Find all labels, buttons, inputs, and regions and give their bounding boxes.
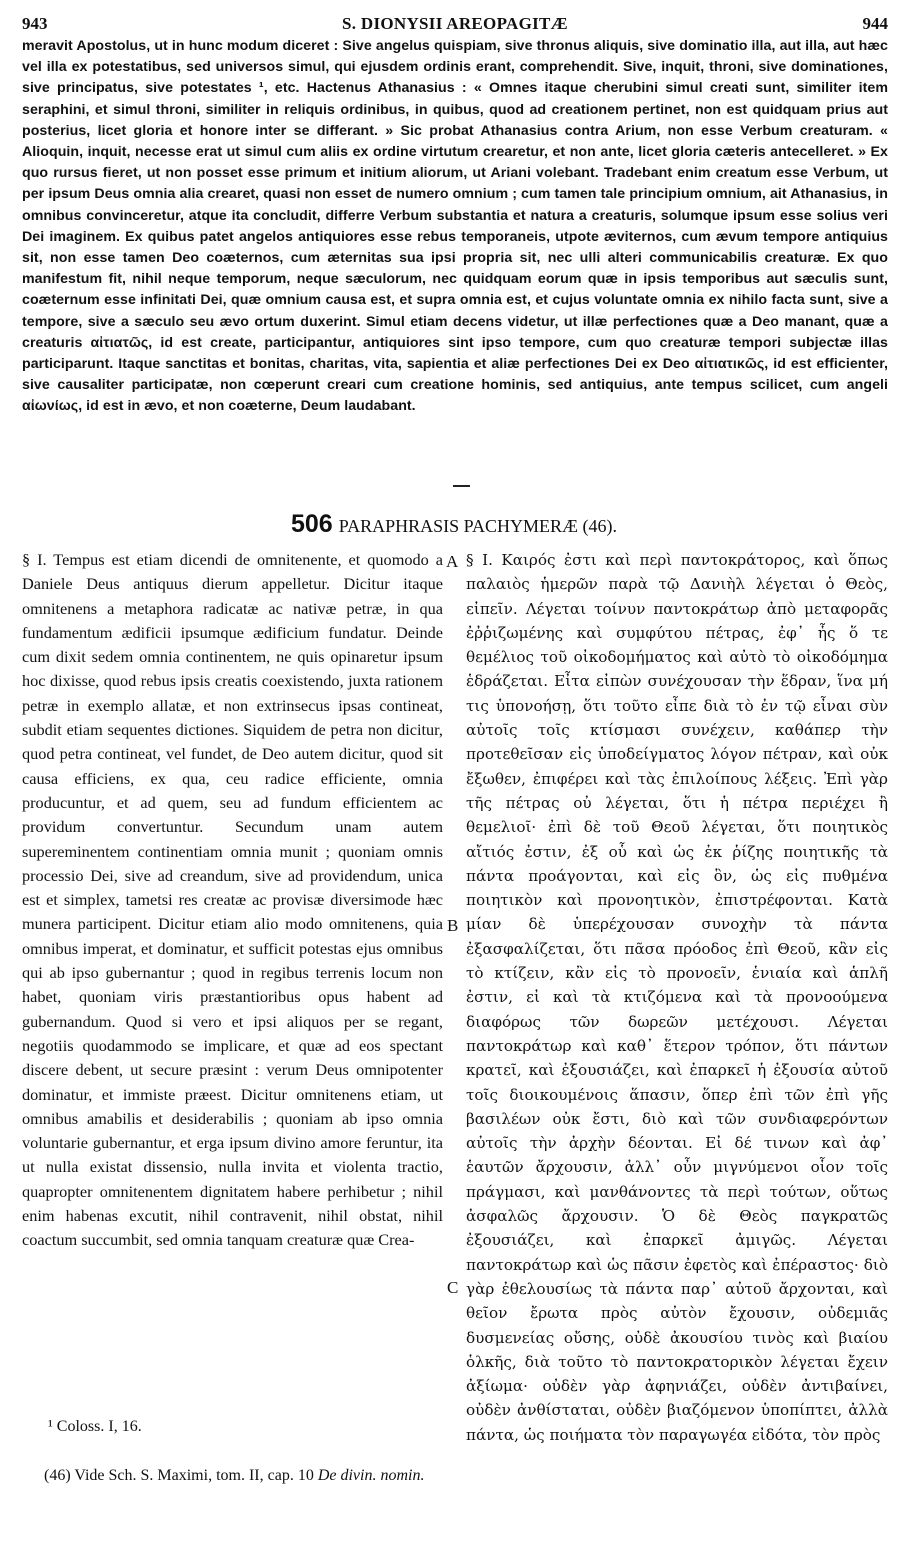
editorial-note-title: De divin. nomin. bbox=[317, 1467, 425, 1484]
section-heading bbox=[0, 510, 908, 539]
running-title: S. DIONYSII AREOPAGITÆ bbox=[342, 14, 568, 33]
editorial-note bbox=[44, 1467, 424, 1485]
footnote: ¹ Coloss. I, 16. bbox=[48, 1418, 142, 1435]
commentary-block bbox=[22, 36, 888, 418]
running-head bbox=[22, 6, 888, 36]
section-number: 506 bbox=[291, 510, 333, 538]
section-title: PARAPHRASIS PACHYMERÆ (46). bbox=[338, 516, 617, 536]
margin-marker-c: C bbox=[447, 1278, 459, 1297]
editorial-note-text: (46) Vide Sch. S. Maximi, tom. II, cap. 10 bbox=[44, 1467, 314, 1484]
latin-text: § I. Tempus est etiam dicendi de omnitenente, et quomodo a Daniele Deus antiquus dierum appelletur. Dicitur itaque omnitenens a metaphora radicatæ ac nativæ petræ, in qua fundamentum ædificii ipsumque ædificium fundatur. Deinde cum dixit sedem omnia continentem, ne quis opinaretur ipsum hoc dixisse, quod rebus ipsis creatis coexistendo, juxta rationem petræ in exemplo allatæ, et non extrinsecus ipsas contineat, subdit etiam sequentes dictiones. Siquidem de petra non dicitur, quod petra contineat, vel fundet, de Deo autem dicitur, quod sit causa efficiens, ex qua, ceu radice efficiente, omnia producuntur, et ad quem, seu ad fundum efficientem ac providum convertuntur. Secundum unam autem supereminentem continentiam omnia munit ; quoniam omnis processio Dei, sive ad creandum, sive ad providendum, unica est et simplex, tametsi res creatæ ac provisæ diversimode hæc munera participent. Dicitur etiam alio modo omnitenens, quia omnibus imperat, et dominatur, et sufficit potestas ejus omnibus qui ab ipso gubernantur ; quod in regibus terrenis locum non habet, quoniam viris præstantioribus opus habent ad gubernandum. Quod si vero et ipsi aliquos per se regant, negotiis quodammodo se implicare, et quæ ad eos spectant discere debent, ut secure præsint : verum Deus omnipotenter dominatur, et immiste præest. Dicitur omnitenens etiam, ut omnibus amabilis et desiderabilis ; quoniam ab ipso omnia voluntarie gubernantur, et erga ipsum divino amore feruntur, ita ut nulla existat dissensio, nulla invita et violenta tractio, quapropter omnitenentem dignitatem habere perhibetur ; nihil enim habenas excutit, nihil contravenit, nihil obstat, nihil coactum succumbit, sed omnia tanquam creaturæ quæ Crea- bbox=[22, 550, 443, 1250]
margin-marker-a: A bbox=[446, 552, 459, 571]
page-number-left: 943 bbox=[22, 14, 48, 33]
margin-marker-b: B bbox=[447, 916, 459, 935]
page-number-right: 944 bbox=[862, 14, 888, 33]
greek-text: § I. Καιρός ἐστι καὶ περὶ παντοκράτορος, καὶ ὅπως παλαιὸς ἡμερῶν παρὰ τῷ Δανιὴλ λέγεται ὁ Θεὸς, εἰπεῖν. Λέγεται τοίνυν παντοκράτωρ ἀπὸ μεταφορᾶς ἐῤῥιζωμένης καὶ συμφύτου πέτρας, ἐφ᾽ ἧς ὅ τε θεμέλιος τοῦ οἰκοδομήματος καὶ αὐτὸ τὸ οἰκοδόμημα ἑδράζεται. Εἶτα εἰπὼν συνέχουσαν τὴν ἕδραν, ἵνα μή τις ὑπονοήσῃ, ὅτι τοῦτο εἶπε διὰ τὸ ἐν τῷ εἶναι σὺν αὐτοῖς τοῖς κτίσμασι συνέχειν, καθάπερ τὴν προτεθεῖσαν εἰς ὑποδείγματος λόγον πέτραν, καὶ οὐκ ἔξωθεν, ἐπιφέρει καὶ τὰς ἐπιλοίπους λέξεις. Ἐπὶ γὰρ τῆς πέτρας οὐ λέγεται, ὅτι ἡ πέτρα περιέχει ἢ θεμελιοῖ· ἐπὶ δὲ τοῦ Θεοῦ λέγεται, ὅτι ποιητικὸς αἴτιός ἐστιν, ἐξ οὗ καὶ ὡς ἐκ ῥίζης ποιητικῆς τὰ πάντα προάγονται, καὶ εἰς ὃν, ὡς εἰς πυθμένα ποιητικὸν καὶ προνοητικὸν, ἐπιστρέφονται. Κατὰ μίαν δὲ ὑπερέχουσαν συνοχὴν τὰ πάντα ἐξασφαλίζεται, ὅτι πᾶσα πρόοδος ἐπὶ Θεοῦ, κἂν εἰς τὸ κτίζειν, κἂν εἰς τὸ προνοεῖν, ἑνιαία καὶ ἁπλῆ ἐστιν, εἰ καὶ τὰ κτιζόμενα καὶ τὰ προνοούμενα διαφόρως τῶν δωρεῶν μετέχουσι. Λέγεται παντοκράτωρ καὶ καθ᾽ ἕτερον τρόπον, ὅτι πάντων κρατεῖ, καὶ ἐξουσιάζει, καὶ ἐπαρκεῖ ἡ ἐξουσία αὐτοῦ τοῖς διοικουμένοις ἅπασιν, ὅπερ ἐπὶ τῶν ἐπὶ γῆς βασιλέων οὐκ ἔστι, διὸ καὶ τῶν συνδιαφερόντων αὐτοῖς τὴν ἀρχὴν δέονται. Εἰ δέ τινων καὶ ἀφ᾽ ἑαυτῶν ἄρχουσιν, ἀλλ᾽ οὖν μιγνύμενοι οἷον τοῖς πράγμασι, καὶ μανθάνοντες τὰ περὶ τούτων, οὕτως ἀσφαλῶς ἄρχουσιν. Ὁ δὲ Θεὸς παγκρατῶς ἐξουσιάζει, καὶ ἐπαρκεῖ ἀμιγῶς. Λέγεται παντοκράτωρ καὶ ὡς πᾶσιν ἐφετὸς καὶ ἐπέραστος· διὸ γὰρ ἐθελουσίως τὰ πάντα παρ᾽ αὐτοῦ ἄρχονται, καὶ θεῖον ἔρωτα πρὸς αὐτὸν ἔχουσιν, οὐδεμιᾶς δυσμενείας οὔσης, οὐδὲ ἀκουσίου τινὸς καὶ βιαίου ὁλκῆς, διὰ τοῦτο τὸ παντοκρατορικὸν λέγεται ἔχειν ἀξίωμα· οὐδὲν γὰρ ἀφηνιάζει, οὐδὲν ἀντιβαίνει, οὐδὲν ἀνθίσταται, οὐδὲν βιαζόμενον ὑποπίπτει, ἀλλὰ πάντα, ὡς ποιήματα τὸν παραγωγέα εἰδότα, τὸν πρὸς bbox=[466, 551, 888, 1444]
latin-column bbox=[22, 548, 443, 1253]
greek-column bbox=[466, 548, 888, 1447]
commentary-text: meravit Apostolus, ut in hunc modum diceret : Sive angelus quispiam, sive thronus aliquis, sive dominatio illa, aut illa, aut hæc vel illa ex potestatibus, sed universos simul, qui ejusdem ordinis erant, comprehendit. Sive, inquit, throni, sive dominationes, sive principatus, sive potestates ¹, etc. Hactenus Athanasius : « Omnes itaque cherubini simul creati sunt, similiter item seraphini, et simul throni, similiter in reliquis ordinibus, in quibus, quod ad creationem pertinet, non est quidquam prius aut posterius, licet gloria et honore inter se differant. » Sic probat Athanasius contra Arium, non esse Verbum creaturam. « Alioquin, inquit, necesse erat ut simul cum aliis ex ordine virtutum crearetur, et non ante, licet gloria cæteris antecelleret. » Ex quo rursus fieret, ut non posset esse primum et initium aliorum, ut Ariani volebant. Tradebant enim creatum esse Verbum, ut per ipsum Deus omnia alia crearet, quasi non esset de numero omnium ; cum tamen tale principium omnium, ait Athanasius, in omnibus convinceretur, atque ita concludit, differre Verbum substantia et natura a creaturis, solumque ipsum esse solius veri Dei imaginem. Ex quibus patet angelos antiquiores esse rebus temporaneis, utpote æviternos, cum ævum tempore antiquius sit, non esse tamen Deo coæternos, cum æternitas sua ipsi propria sit, nec ulli alteri communicabilis creaturæ. Ex quo manifestum fit, nihil neque temporum, neque sæculorum, nec quidquam eorum quæ in ipsis temporibus aut sæculis sunt, coæternum esse infinitati Dei, quæ omnium causa est, et supra omnia est, et cujus voluntate omnia ex nihilo facta sunt, sive a tempore, sive a sæculo seu ævo ortum duxerint. Simul etiam decens videtur, ut illæ perfectiones quæ a Deo manant, quæ a creaturis αἰτιατῶς, id est create, participantur, antiquiores sint ipso tempore, cum quo creaturæ tempori subjectæ illas participarunt. Itaque sanctitas et bonitas, charitas, vita, sapientia et aliæ perfectiones Dei ex Deo αἰτιατικῶς, id est efficienter, sive causaliter participatæ, non cœperunt creari cum creatione hominis, sed antiquius, ante tempus scilicet, cum angeli αἰωνίως, id est in ævo, et non coæterne, Deum laudabant. bbox=[22, 38, 888, 415]
section-divider bbox=[453, 485, 470, 487]
